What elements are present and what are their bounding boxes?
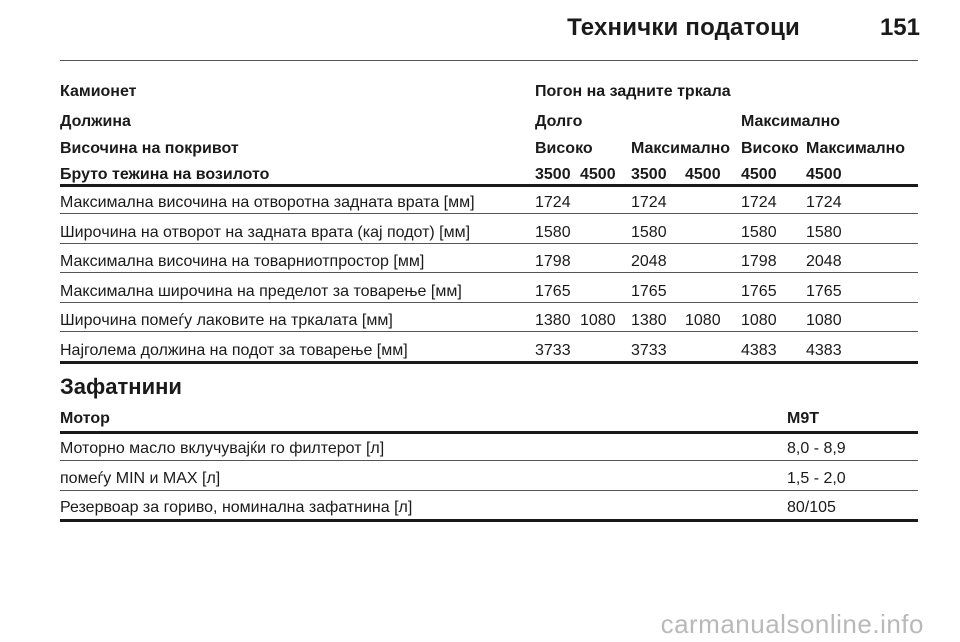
table-row-label: Ширoчина помеѓу лаковите на тркалата [мм]: [60, 312, 393, 329]
capacities-header-label: Мотор: [60, 410, 110, 427]
header-cell: Максимално: [806, 140, 906, 157]
header-cell: Максимално: [741, 113, 841, 130]
table-cell: 1765: [806, 282, 842, 300]
table-cell: 1080: [806, 312, 842, 329]
header-cell: Долго: [535, 113, 583, 130]
table-cell: 2048: [631, 253, 667, 270]
table-cell: 3733: [631, 341, 667, 359]
capacities-title: Зафатнини: [60, 374, 182, 399]
header-cell: 4500: [685, 166, 721, 183]
table-cell: 1380: [535, 312, 571, 329]
row-divider: [60, 272, 918, 273]
capacities-row-value: 80/105: [787, 499, 836, 516]
page-title: Технички податоци: [567, 14, 800, 41]
table-cell: 1765: [741, 282, 777, 300]
watermark: carmanualsonline.info: [660, 609, 924, 639]
table-cell: 1580: [741, 223, 777, 241]
table-row-label: Максимална височина на товарниотпростор [мм]: [60, 253, 425, 270]
header-cell: Максимално: [631, 140, 731, 157]
table-cell: 4383: [741, 341, 777, 359]
header-cell: 3500: [631, 166, 667, 183]
header-cell: 3500: [535, 166, 571, 183]
table-cell: 1765: [631, 282, 667, 300]
page-number: 151: [879, 14, 920, 41]
table-cell: 1765: [535, 282, 571, 300]
capacities-bottom-rule: [60, 519, 918, 522]
row-divider: [60, 213, 918, 214]
capacities-row-label: Резервоар за гориво, номинална зафатнина [л]: [60, 499, 413, 516]
header-cell: Високо: [535, 140, 593, 157]
row-divider: [60, 331, 918, 332]
table-cell: 4383: [806, 341, 842, 359]
table-cell: 1798: [741, 253, 777, 270]
table-cell: 1080: [580, 312, 616, 329]
header-cell: 4500: [806, 166, 842, 183]
table-cell: 1580: [535, 223, 571, 241]
capacities-header-value: M9T: [787, 410, 819, 427]
capacities-row-value: 1,5 - 2,0: [787, 469, 846, 487]
table-row-label: Максимална ширoчина на пределот за товарење [мм]: [60, 282, 462, 300]
table-row-label: Ширoчина на отворот на задната врата (кај подот) [мм]: [60, 223, 471, 241]
table-cell: 2048: [806, 253, 842, 270]
table-cell: 1080: [685, 312, 721, 329]
table-row-label: Најголема должина на подот за товарење [мм]: [60, 341, 408, 359]
header-cell: 4500: [741, 166, 777, 183]
header-row-label: Бруто тежина на возилото: [60, 166, 270, 183]
table-cell: 1080: [741, 312, 777, 329]
row-divider: [60, 490, 918, 491]
capacities-header-rule: [60, 431, 918, 434]
table-bottom-rule: [60, 361, 918, 364]
table-cell: 1724: [806, 194, 842, 211]
row-divider: [60, 302, 918, 303]
row-divider: [60, 243, 918, 244]
header-cell: Високо: [741, 140, 799, 157]
header-row-label: Должина: [60, 113, 131, 130]
table-cell: 1724: [535, 194, 571, 211]
table-cell: 1580: [806, 223, 842, 241]
table-cell: 1380: [631, 312, 667, 329]
table-row-label: Максимална височина на отворотна задната врата [мм]: [60, 194, 475, 211]
table-cell: 1580: [631, 223, 667, 241]
header-row-label: Камионет: [60, 83, 137, 100]
header-rule: [60, 60, 918, 61]
table-cell: 3733: [535, 341, 571, 359]
header-cell: 4500: [580, 166, 616, 183]
table-header-rule: [60, 184, 918, 187]
capacities-row-label: помеѓу MIN и MAX [л]: [60, 469, 221, 487]
row-divider: [60, 460, 918, 461]
capacities-row-label: Моторно масло вклучувајќи го филтерот [л]: [60, 440, 385, 457]
header-row-label: Височина на покривот: [60, 140, 239, 157]
table-cell: 1724: [741, 194, 777, 211]
table-cell: 1724: [631, 194, 667, 211]
table-cell: 1798: [535, 253, 571, 270]
capacities-row-value: 8,0 - 8,9: [787, 440, 846, 457]
header-cell: Погон на задните тркала: [535, 83, 731, 100]
